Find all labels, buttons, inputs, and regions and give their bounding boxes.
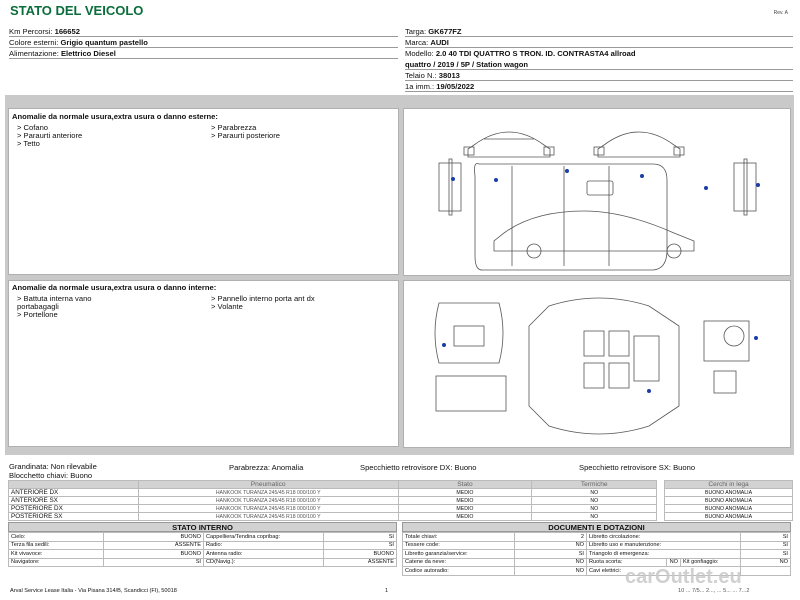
col-stato: Stato: [398, 481, 532, 489]
modello-row-2: [405, 59, 793, 70]
side-profile: [494, 211, 694, 251]
table-row: Totale chiavi: 2 Libretto circolazione: SI: [403, 533, 791, 542]
rear-view: [598, 132, 680, 157]
right-info: [405, 26, 793, 92]
targa-row: Targa: GK677FZ: [405, 26, 793, 37]
tyres-table: [8, 480, 793, 521]
table-row: Tessere code: NO Libretto uso e manutenzione: SI: [403, 541, 791, 550]
stato-interno: [8, 522, 397, 567]
footer-address: Arval Service Lease Italia - Via Pisana 314/B, Scandicci (FI), 50018: [10, 588, 177, 594]
trunk-view: [436, 376, 506, 411]
front-view: [468, 132, 550, 157]
table-row: POSTERIORE DX HANKOOK TURANZA 245/45 R18 000/100 Y MEDIO NO BUONO ANOMALIA: [9, 505, 793, 513]
left-info: [9, 26, 398, 59]
table-row: Kit vivavoce: BUONO Antenna radio: BUONO: [9, 550, 397, 559]
right-side-view: [734, 163, 756, 211]
table-row: Codice autoradio: NO Cavi elettrici:: [403, 567, 791, 576]
footer-page: 1: [385, 588, 389, 594]
imm-row: 1a imm.: 19/05/2022: [405, 81, 793, 92]
interior-list-2: > Pannello interno porta ant dx > Volante: [211, 294, 315, 311]
col-termiche: Termiche: [532, 481, 657, 489]
exterior-title: Anomalie da normale usura,extra usura o danno esterne:: [12, 112, 218, 121]
table-row: Catene da neve: NO Ruota scorta: NO Kit gonfiaggio: NO: [403, 558, 791, 567]
exterior-list-2: > Parabrezza > Paraurti posteriore: [211, 123, 281, 140]
revision-label: Rev. A: [773, 10, 788, 16]
col-cerchi: Cerchi in lega: [665, 481, 793, 489]
table-row: Terza fila sedili: ASSENTE Radio: SI: [9, 541, 397, 550]
damage-marker: [647, 389, 651, 393]
targa-value: GK677FZ: [428, 27, 462, 36]
modello-value-2: quattro / 2019 / 5P / Station wagon: [405, 60, 529, 69]
documenti-title: DOCUMENTI E DOTAZIONI: [402, 522, 791, 532]
interior-list-1: > Battuta interna vano portabagagli > Portellone: [17, 294, 92, 319]
marca-row: Marca: AUDI: [405, 37, 793, 48]
status-line: [9, 463, 97, 471]
stato-interno-table: [8, 532, 397, 567]
damage-marker: [756, 183, 760, 187]
page-title: STATO DEL VEICOLO: [10, 3, 144, 18]
exterior-diagram: [403, 108, 791, 276]
interior-panel: [8, 280, 399, 447]
marca-value: AUDI: [430, 38, 449, 47]
table-row: ANTERIORE DX HANKOOK TURANZA 245/45 R18 000/100 Y MEDIO NO BUONO ANOMALIA: [9, 489, 793, 497]
modello-value: 2.0 40 TDI QUATTRO S TRON. ID. CONTRASTA4 allroad: [435, 49, 636, 58]
blocchetto-status: Blocchetto chiavi: Buono: [9, 471, 93, 480]
damage-marker: [754, 336, 758, 340]
damage-marker: [442, 343, 446, 347]
imm-value: 19/05/2022: [436, 82, 475, 91]
interior-diagram: [403, 280, 791, 448]
damage-marker: [704, 186, 708, 190]
damage-marker: [494, 178, 498, 182]
km-value: 166652: [54, 27, 80, 36]
km-row: Km Percorsi: 166652: [9, 26, 398, 37]
table-row: Libretto garanzia/service: SI Triangolo di emergenza: SI: [403, 550, 791, 559]
col-pneumatico: Pneumatico: [138, 481, 398, 489]
damage-marker: [640, 174, 644, 178]
telaio-value: 38013: [438, 71, 460, 80]
interior-title: Anomalie da normale usura,extra usura o danno interne:: [12, 283, 217, 292]
colore-value: Grigio quantum pastello: [60, 38, 148, 47]
alimentazione-value: Elettrico Diesel: [60, 49, 116, 58]
table-row: Cielo: BUONO Cappelliera/Tendina copribag: SI: [9, 533, 397, 542]
watermark: carOutlet.eu: [625, 566, 742, 588]
car-exterior-diagram: [404, 109, 790, 275]
specchietto-sx-status: Specchietto retrovisore SX: Buono: [579, 463, 696, 472]
parabrezza-status: Parabrezza: Anomalia: [229, 463, 304, 472]
table-row: ANTERIORE SX HANKOOK TURANZA 245/45 R18 000/100 Y MEDIO NO BUONO ANOMALIA: [9, 497, 793, 505]
left-side-view: [439, 163, 461, 211]
damage-marker: [565, 169, 569, 173]
specchietto-dx-status: Specchietto retrovisore DX: Buono: [360, 463, 477, 472]
modello-row: Modello: 2.0 40 TDI QUATTRO S TRON. ID. CONTRASTA4 allroad: [405, 49, 636, 58]
table-row: Navigatore: SI CD(Navig.): ASSENTE: [9, 558, 397, 567]
door-panel-view: [714, 371, 736, 393]
footer-code: 10 ... 7/5... 2..., ... 5... ... 7...2: [678, 588, 750, 594]
exterior-panel: [8, 108, 399, 275]
table-row: POSTERIORE SX HANKOOK TURANZA 245/45 R18 000/100 Y MEDIO NO BUONO ANOMALIA: [9, 513, 793, 521]
top-view: [475, 164, 668, 271]
car-interior-diagram: [404, 281, 790, 447]
damage-marker: [451, 177, 455, 181]
colore-row: Colore esterni: Grigio quantum pastello: [9, 37, 398, 48]
telaio-row: Telaio N.: 38013: [405, 70, 793, 81]
tyres-header: [9, 481, 793, 489]
exterior-list-1: > Cofano > Paraurti anteriore > Tetto: [17, 123, 83, 148]
grandinata: Grandinata: Non rilevabile: [9, 462, 97, 471]
rear-interior-view: [435, 303, 503, 363]
stato-interno-title: STATO INTERNO: [8, 522, 397, 532]
alimentazione-row: Alimentazione: Elettrico Diesel: [9, 48, 398, 59]
